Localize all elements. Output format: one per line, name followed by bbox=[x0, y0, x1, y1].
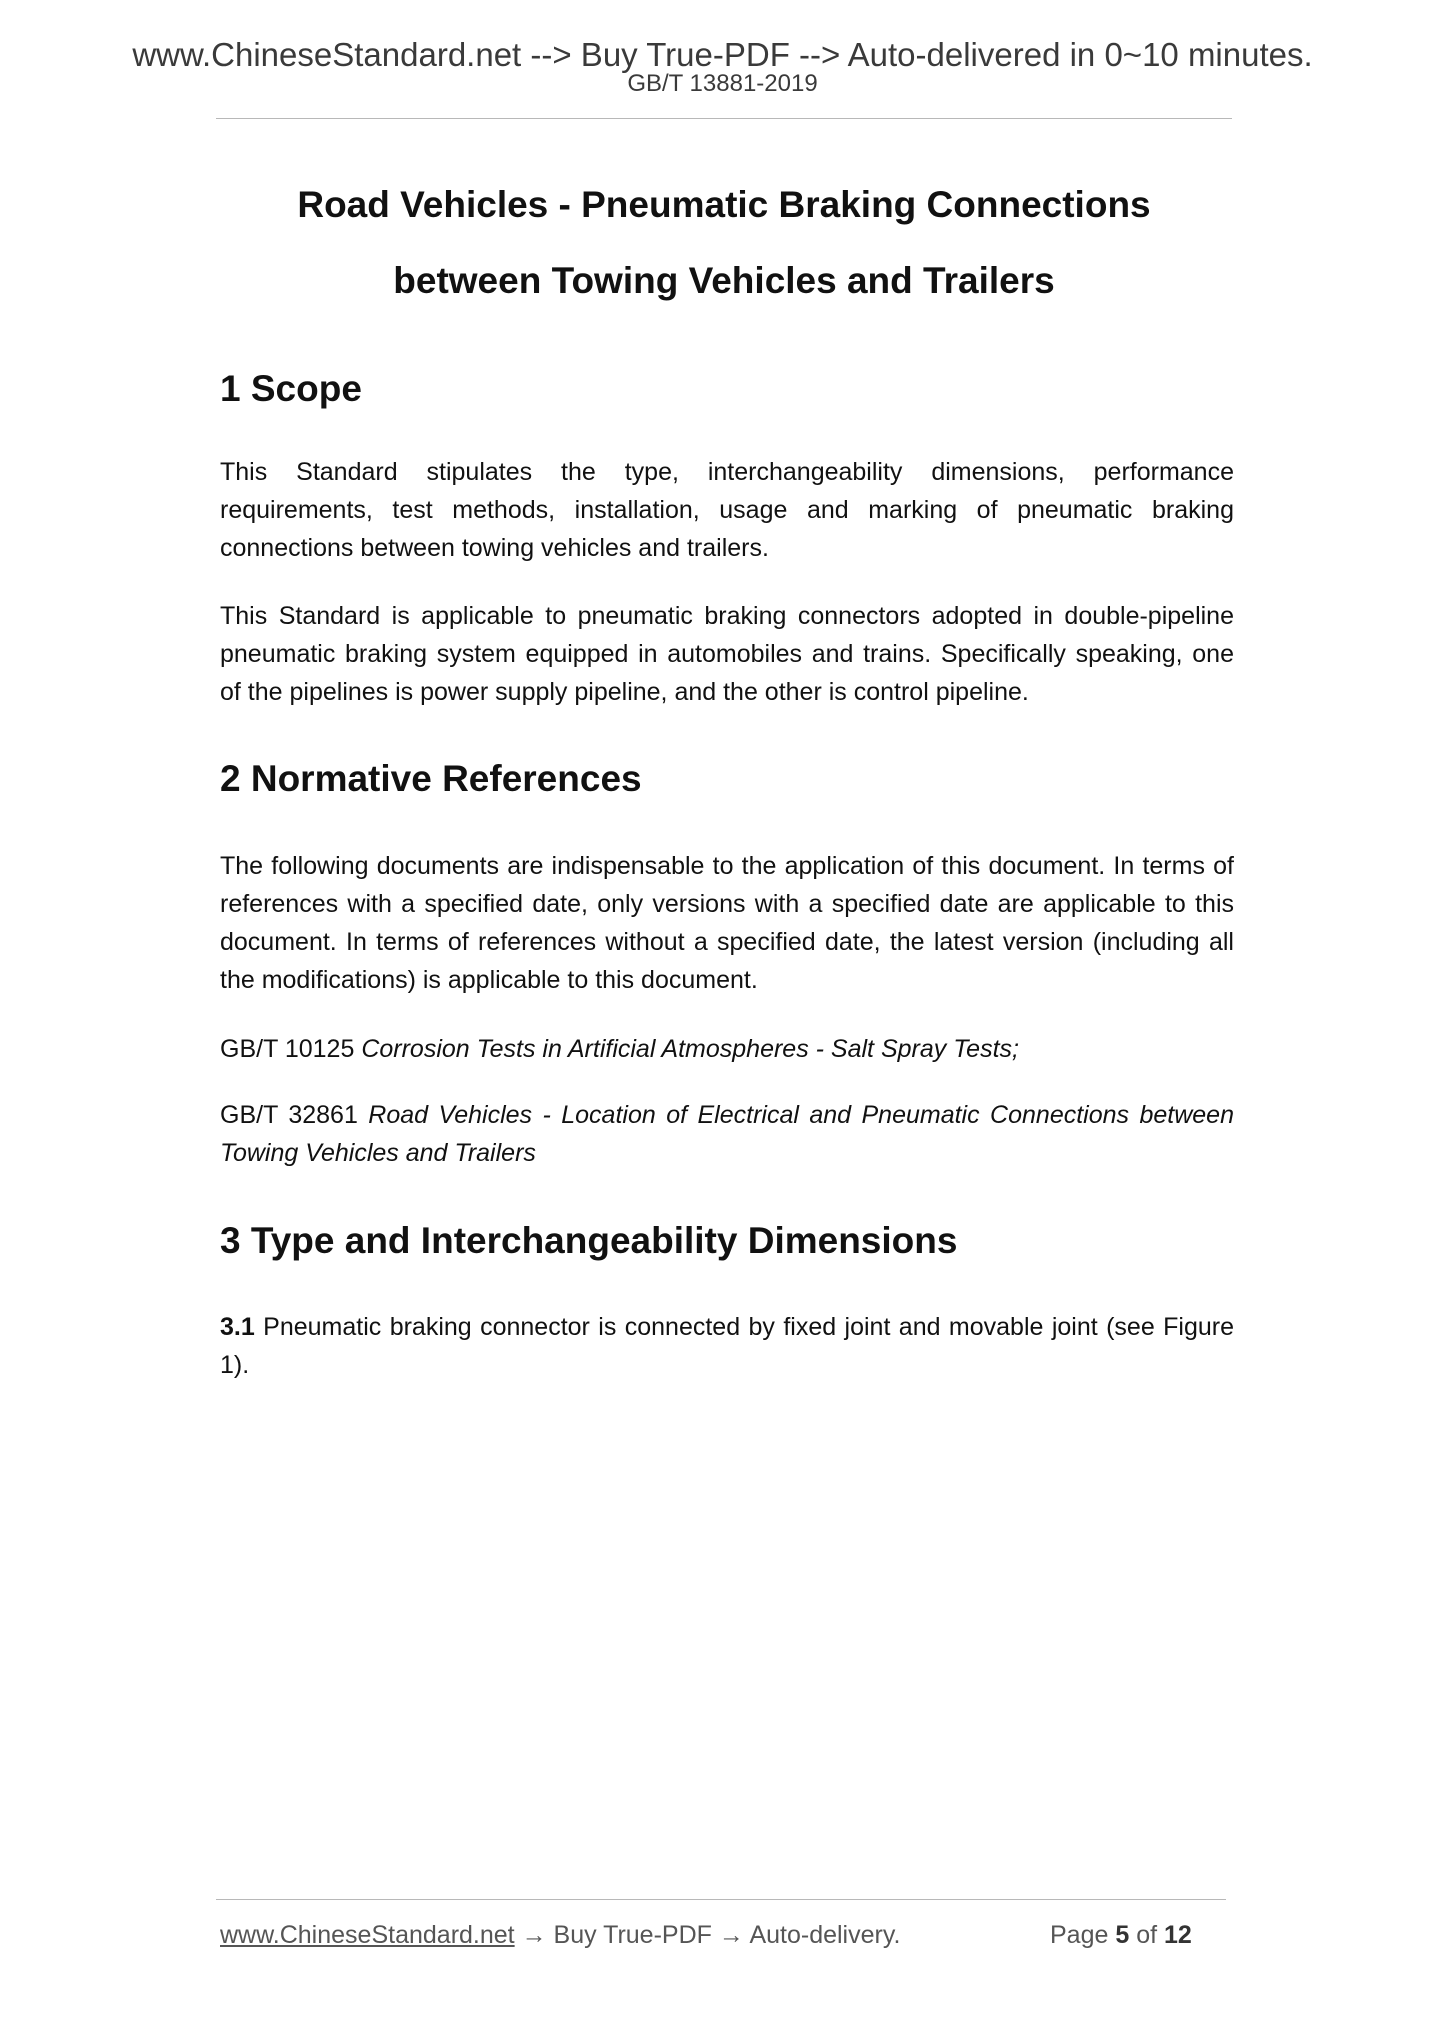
clause-number: 3.1 bbox=[220, 1313, 255, 1341]
page-current: 5 bbox=[1115, 1921, 1130, 1949]
normative-paragraph: The following documents are indispensable to the application of this document. In terms of references with a specified date, only versions with a specified date are applicable to this document. In terms of references without a specified date, the latest version (including all the modifications) is applicable to this document. bbox=[220, 852, 1234, 994]
footer-buy-text: Buy True-PDF bbox=[553, 1921, 712, 1949]
page-title-line-2: between Towing Vehicles and Trailers bbox=[393, 260, 1055, 301]
page-title-line-1: Road Vehicles - Pneumatic Braking Connections bbox=[297, 184, 1151, 225]
scope-paragraph-1: This Standard stipulates the type, interchangeability dimensions, performance requirements, test methods, installation, usage and marking of pneumatic braking connections between towing vehicles and trailers. bbox=[220, 458, 1234, 562]
reference-code: GB/T 10125 bbox=[220, 1035, 355, 1063]
reference-title: Road Vehicles - Location of Electrical and Pneumatic Connections between Towing Vehicles and Trailers bbox=[220, 1101, 1234, 1167]
reference-gbt-10125 bbox=[220, 1030, 1234, 1068]
footer-website-link[interactable]: www.ChineseStandard.net bbox=[220, 1921, 515, 1949]
clause-text: Pneumatic braking connector is connected by fixed joint and movable joint (see Figure 1). bbox=[220, 1313, 1234, 1379]
footer-divider bbox=[216, 1899, 1226, 1900]
header-divider bbox=[216, 118, 1232, 119]
page-total: 12 bbox=[1164, 1921, 1192, 1949]
arrow-right-icon: → bbox=[521, 1921, 547, 1949]
of-label: of bbox=[1136, 1921, 1158, 1949]
page-indicator bbox=[1050, 1921, 1192, 1950]
footer-delivery-text: Auto-delivery. bbox=[749, 1921, 901, 1949]
scope-paragraph-2: This Standard is applicable to pneumatic braking connectors adopted in double-pipeline pneumatic braking system equipped in automobiles and trains. Specifically speaking, one of the pipelines is power supply pipeline, and the other is control pipeline. bbox=[220, 602, 1234, 706]
reference-code: GB/T 32861 bbox=[220, 1101, 358, 1129]
header-banner: www.ChineseStandard.net --> Buy True-PDF --> Auto-delivered in 0~10 minutes. bbox=[132, 36, 1313, 73]
reference-title: Corrosion Tests in Artificial Atmospheres - Salt Spray Tests; bbox=[361, 1035, 1019, 1063]
page-label: Page bbox=[1050, 1921, 1109, 1949]
clause-3-1 bbox=[220, 1308, 1234, 1384]
section-heading-normative-references: 2 Normative References bbox=[220, 758, 642, 799]
arrow-right-icon: → bbox=[718, 1921, 744, 1949]
footer-promo bbox=[220, 1921, 900, 1950]
section-heading-scope: 1 Scope bbox=[220, 368, 362, 409]
reference-gbt-32861 bbox=[220, 1096, 1234, 1172]
section-heading-type-dimensions: 3 Type and Interchangeability Dimensions bbox=[220, 1220, 958, 1261]
standard-number: GB/T 13881-2019 bbox=[627, 70, 818, 97]
